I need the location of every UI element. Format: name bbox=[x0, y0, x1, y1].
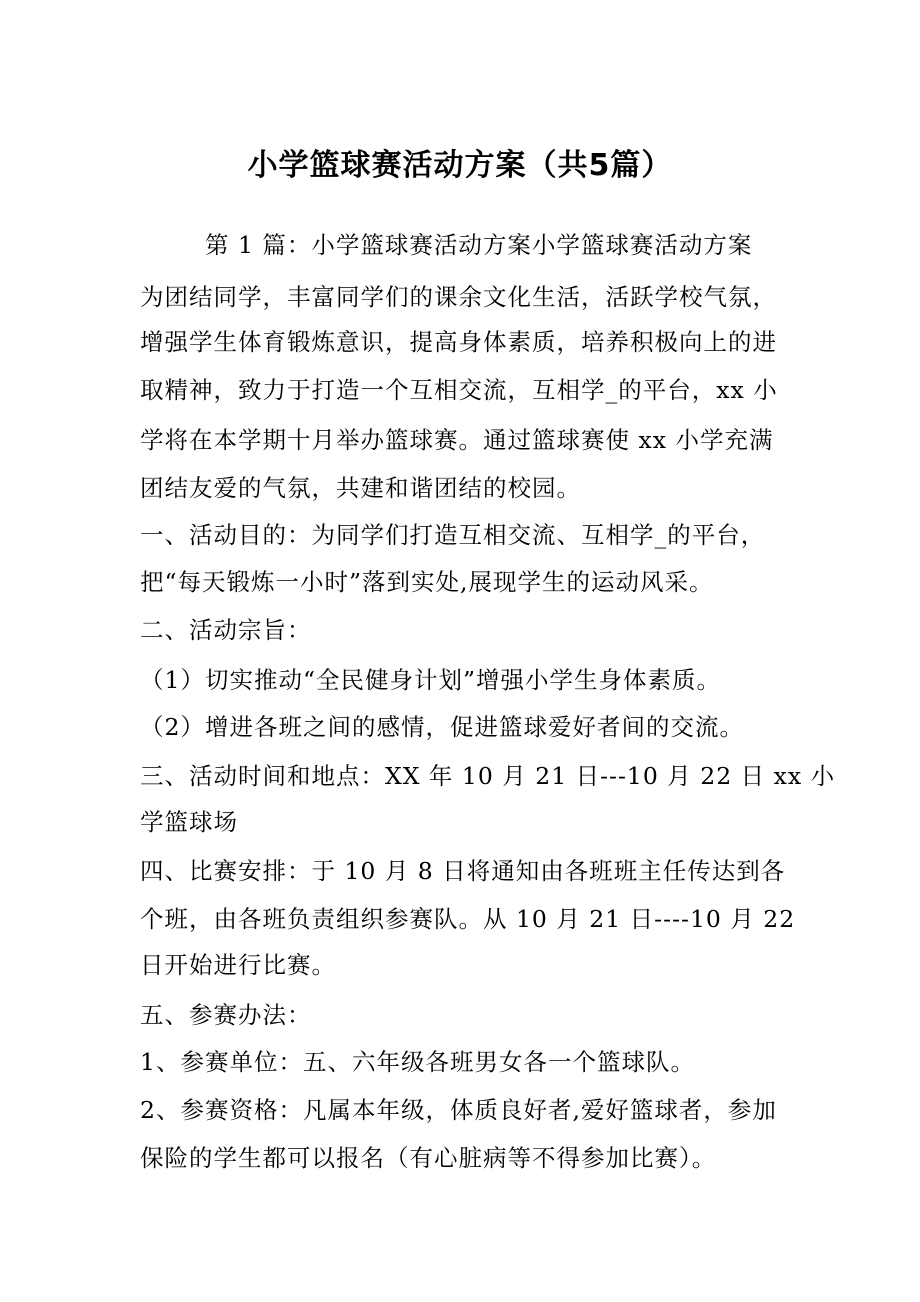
paragraph-line: 二、活动宗旨： bbox=[140, 616, 312, 644]
paragraph-line: （1）切实推动“全民健身计划”增强小学生身体素质。 bbox=[140, 666, 721, 694]
paragraph-line: 个班，由各班负责组织参赛队。从 10 月 21 日----10 月 22 bbox=[140, 905, 796, 933]
paragraph-line: 2、参赛资格：凡属本年级，体质良好者,爱好篮球者，参加 bbox=[140, 1096, 777, 1124]
paragraph-line: 把“每天锻炼一小时”落到实处,展现学生的运动风采。 bbox=[140, 568, 714, 596]
paragraph-line: 团结友爱的气氛，共建和谐团结的校园。 bbox=[140, 474, 581, 502]
paragraph-line: 日开始进行比赛。 bbox=[140, 951, 336, 979]
paragraph-line: 一、活动目的：为同学们打造互相交流、互相学_的平台， bbox=[140, 521, 766, 549]
paragraph-line: 1、参赛单位：五、六年级各班男女各一个篮球队。 bbox=[140, 1048, 695, 1076]
paragraph-line: 四、比赛安排：于 10 月 8 日将通知由各班班主任传达到各 bbox=[140, 857, 786, 885]
paragraph-line: 学将在本学期十月举办篮球赛。通过篮球赛使 xx 小学充满 bbox=[140, 426, 774, 454]
paragraph-line: 学篮球场 bbox=[140, 808, 238, 836]
paragraph-line: 取精神，致力于打造一个互相交流，互相学_的平台，xx 小 bbox=[140, 376, 778, 404]
paragraph-line: （2）增进各班之间的感情，促进篮球爱好者间的交流。 bbox=[140, 713, 744, 741]
paragraph-line: 三、活动时间和地点：XX 年 10 月 21 日---10 月 22 日 xx 小 bbox=[140, 762, 836, 790]
paragraph-line: 五、参赛办法： bbox=[140, 1001, 312, 1029]
paragraph-line: 为团结同学，丰富同学们的课余文化生活，活跃学校气氛， bbox=[140, 283, 777, 311]
document-title: 小学篮球赛活动方案（共5篇） bbox=[247, 148, 673, 183]
paragraph-line: 保险的学生都可以报名（有心脏病等不得参加比赛）。 bbox=[140, 1144, 717, 1172]
paragraph-line: 增强学生体育锻炼意识，提高身体素质，培养积极向上的进 bbox=[140, 328, 777, 356]
paragraph-line: 第 1 篇：小学篮球赛活动方案小学篮球赛活动方案 bbox=[205, 231, 753, 259]
